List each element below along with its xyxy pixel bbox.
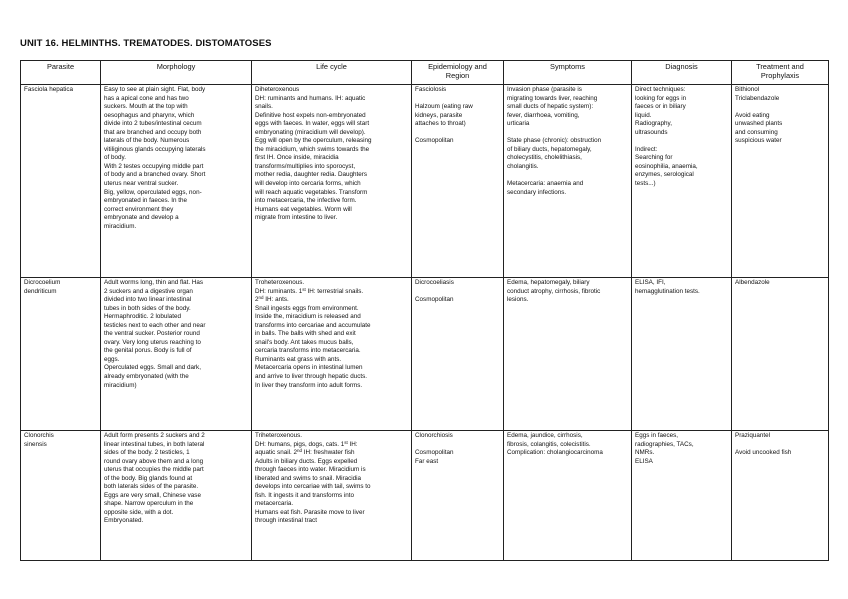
text-line: aquatic snail. 2nd IH: freshwater fish (255, 448, 355, 457)
text-line: Cosmopolitan (415, 296, 454, 304)
text-line: of biliary ducts, hepatomegaly, (507, 145, 592, 153)
document-title: UNIT 16. HELMINTHS. TREMATODES. DISTOMATOSES (20, 38, 272, 49)
text-line (415, 288, 501, 297)
text-line: eggs with faeces. In water, eggs will start (255, 120, 370, 128)
text-line: 2 suckers and a digestive organ (104, 287, 193, 295)
text-line: Inside the, miracidium is released and (255, 313, 361, 321)
text-line: opposite side, with a dot. (104, 508, 174, 516)
text-line: Adults in biliary ducts. Eggs expelled (255, 457, 358, 465)
cell-parasite (21, 278, 101, 431)
cell-parasite: Fasciola hepatica (21, 85, 101, 278)
text-line: suckers. Mouth at the top with (104, 103, 188, 111)
cell-morphology (101, 431, 252, 561)
text-line: Operculated eggs. Small and dark, (104, 364, 201, 372)
text-line: first IH. Once inside, miracidia (255, 154, 339, 162)
text-line: will reach aquatic vegetables. Transform (255, 188, 368, 196)
text-line: Troheteroxenous. (255, 279, 305, 286)
cell-diagnosis (632, 85, 732, 278)
text-line: snails. (255, 103, 273, 111)
text-line: eosinophilia, anaemia, (635, 162, 698, 170)
text-line: Halzoum (eating raw (415, 103, 473, 111)
text-line: NMRs. (635, 449, 655, 457)
text-line: With 2 testes occupying middle part (104, 162, 204, 170)
text-line: Eggs in faeces, (635, 432, 679, 439)
cell-life-cycle (252, 431, 412, 561)
text-line: conduct atrophy, cirrhosis, fibrotic (507, 287, 601, 295)
text-line: miracidium) (104, 381, 137, 389)
text-line: Egg will open by the operculum, releasing (255, 137, 372, 145)
text-line: liberated and swims to snail. Miracidia (255, 474, 362, 482)
text-line: ultrasounds (635, 128, 668, 136)
text-line: embryonated in faeces. In the (104, 197, 187, 205)
text-line: In liver they transform into adult forms. (255, 381, 363, 389)
text-line: divided into two linear intestinal (104, 296, 192, 304)
text-line: radiographies, TACs, (635, 440, 694, 448)
text-line: oesophagus and pharynx, which (104, 111, 195, 119)
text-line: testicles next to each other and near (104, 321, 206, 329)
text-line: metacercaria. (255, 500, 294, 508)
text-line: Searching for (635, 154, 673, 162)
text-line: through intestinal tract (255, 517, 317, 525)
text-line: faeces or in biliary (635, 103, 686, 111)
text-line: both laterals sides of the parasite. (104, 483, 199, 491)
text-line: Edema, jaundice, cirrhosis, (507, 432, 583, 439)
text-line: secondary infections. (507, 188, 567, 196)
cell-symptoms (504, 85, 632, 278)
text-line: tubes in both sides of the body. (104, 304, 191, 312)
text-line: Humans eat fish. Parasite move to liver (255, 508, 365, 516)
header-life-cycle: Life cycle (252, 61, 412, 85)
text-line: Dicrocoeliasis (415, 279, 454, 286)
text-line: Dicrocoelium (24, 279, 61, 286)
text-line: has a apical cone and has two (104, 94, 189, 102)
text-line: transforms/multiplies into sporocyst, (255, 162, 356, 170)
text-line: Clonorchis (24, 432, 54, 439)
text-line: Direct techniques: (635, 86, 686, 93)
text-line (415, 95, 501, 104)
cell-morphology (101, 278, 252, 431)
text-line: Triclabendazole (735, 94, 780, 102)
text-line: Big, yellow, operculated eggs, non- (104, 188, 202, 196)
text-line: unwashed plants (735, 120, 783, 128)
text-line: Definitive host expels non-embryonated (255, 111, 366, 119)
text-line: Avoid uncooked fish (735, 449, 792, 457)
text-line: looking for eggs in (635, 94, 687, 102)
text-line: uterus that occupies the middle part (104, 466, 204, 474)
text-line: Cosmopolitan (415, 449, 454, 457)
text-line: lesions. (507, 296, 529, 304)
text-line: sides of the body. 2 testicles, 1 (104, 449, 190, 457)
table-row-fasciola (21, 85, 829, 278)
text-line: Avoid eating (735, 111, 770, 119)
text-line: sinensis (24, 440, 47, 448)
text-line (507, 129, 629, 138)
text-line: Clonorchiosis (415, 432, 453, 439)
text-line (735, 103, 826, 112)
text-line: snail's body. Ant takes mucus balls, (255, 338, 354, 346)
text-line: Bithionol (735, 86, 760, 93)
text-line: Invasion phase (parasite is (507, 86, 582, 93)
text-line: fibrosis, colangitis, colecistitis. (507, 440, 591, 448)
text-line: ovary. Very long uterus reaching to (104, 338, 201, 346)
text-line: Metacercaria opens in intestinal lumen (255, 364, 363, 372)
text-line: DH: humans, pigs, dogs, cats. 1st IH: (255, 439, 358, 448)
cell-epidemiology (412, 85, 504, 278)
text-line (507, 171, 629, 180)
text-line: Ruminants eat grass with ants. (255, 355, 342, 363)
text-line: Complication: cholangiocarcinoma (507, 449, 603, 457)
text-line: Easy to see at plain sight. Flat, body (104, 86, 206, 93)
text-line: State phase (chronic): obstruction (507, 137, 602, 145)
text-line: cholangitis. (507, 162, 539, 170)
text-line: DH: ruminants. 1st IH: terrestrial snails. (255, 286, 364, 295)
text-line: hemagglutination tests. (635, 287, 700, 295)
text-line: suspicious water (735, 137, 782, 145)
text-line: of body. (104, 154, 126, 162)
text-line: 2nd IH: ants. (255, 295, 289, 304)
text-line: the genital porus. Body is full of (104, 347, 192, 355)
text-line: migrating towards liver, reaching (507, 94, 598, 102)
text-line (415, 129, 501, 138)
text-line: correct environment they (104, 205, 174, 213)
text-line: through faeces into water. Miracidium is (255, 466, 366, 474)
text-line: that are branched and occupy both (104, 128, 202, 136)
text-line: transforms into cercariae and accumulate (255, 321, 371, 329)
cell-treatment (732, 278, 829, 431)
text-line: Adult worms long, thin and flat. Has (104, 279, 204, 286)
cell-morphology (101, 85, 252, 278)
text-line (635, 137, 729, 146)
cell-epidemiology (412, 431, 504, 561)
text-line: in balls. The balls with shed and exit (255, 330, 356, 338)
text-line: Snail ingests eggs from environment. (255, 304, 359, 312)
text-line: the miracidium, which swims towards the (255, 145, 370, 153)
text-line: Albendazole (735, 279, 770, 286)
text-line: Far east (415, 457, 439, 465)
header-diagnosis: Diagnosis (632, 61, 732, 85)
text-line: laterals of the body. Numerous (104, 137, 190, 145)
text-line: of body and a branched ovary. Short (104, 171, 206, 179)
helminths-table (20, 60, 829, 561)
text-line: Praziquantel (735, 432, 771, 439)
text-line: embryonating (miracidium will develop). (255, 128, 366, 136)
text-line: of the body. Big glands found at (104, 474, 193, 482)
text-line: Eggs are very small, Chinese vase (104, 491, 201, 499)
text-line: Embryonated. (104, 517, 144, 525)
text-line: Cosmopolitan (415, 137, 454, 145)
text-line: round ovary above them and a long (104, 457, 204, 465)
text-line: divide into 2 tubes/intestinal cecum (104, 120, 202, 128)
text-line: cholecystitis, cholelithiasis, (507, 154, 582, 162)
header-epidemiology: Epidemiology and Region (412, 61, 504, 85)
text-line: DH: ruminants and humans. IH: aquatic (255, 94, 366, 102)
text-line: the ventral sucker. Posterior round (104, 330, 200, 338)
text-line: linear intestinal tubes, in both lateral (104, 440, 205, 448)
cell-parasite (21, 431, 101, 561)
table-row-clonorchis (21, 431, 829, 561)
text-line: shape. Narrow operculum in the (104, 500, 194, 508)
cell-treatment (732, 431, 829, 561)
text-line: eggs. (104, 355, 120, 363)
text-line: Radiography, (635, 120, 672, 128)
text-line: will develop into cercaria forms, which (255, 180, 361, 188)
text-line: vitiliginous glands occupying laterals (104, 145, 206, 153)
text-line (415, 441, 501, 450)
text-line: into metacercaria, the infective form. (255, 197, 357, 205)
cell-diagnosis (632, 278, 732, 431)
text-line: already embryonated (with the (104, 373, 189, 381)
text-line: embryonate and develop a (104, 214, 179, 222)
text-line: Triheteroxenous. (255, 432, 303, 439)
cell-diagnosis (632, 431, 732, 561)
text-line: ELISA, IFI, (635, 279, 666, 286)
cell-life-cycle (252, 85, 412, 278)
text-line: ELISA (635, 457, 653, 465)
text-line: small ducts of hepatic system): (507, 103, 594, 111)
cell-life-cycle (252, 278, 412, 431)
text-line: attaches to throat) (415, 120, 466, 128)
header-treatment: Treatment and Prophylaxis (732, 61, 829, 85)
header-parasite: Parasite (21, 61, 101, 85)
text-line: urticaria (507, 120, 530, 128)
text-line: liquid. (635, 111, 652, 119)
text-line: Indirect: (635, 145, 658, 153)
cell-epidemiology (412, 278, 504, 431)
text-line: Hermaphroditic. 2 lobulated (104, 313, 182, 321)
text-line: Metacercaria: anaemia and (507, 180, 584, 188)
table-row-dicrocoelium (21, 278, 829, 431)
text-line: migrate from intestine to liver. (255, 214, 338, 222)
text-line: cercaria transforms into metacercaria. (255, 347, 361, 355)
cell-symptoms (504, 278, 632, 431)
cell-treatment (732, 85, 829, 278)
text-line: Fasciolosis (415, 86, 447, 93)
header-symptoms: Symptoms (504, 61, 632, 85)
text-line: fever, diarrhoea, vomiting, (507, 111, 580, 119)
text-line: enzymes, serological (635, 171, 694, 179)
cell-symptoms (504, 431, 632, 561)
text-line: tests...) (635, 180, 656, 188)
text-line: fish. It ingests it and transforms into (255, 491, 355, 499)
text-line: and arrive to liver through hepatic ducts. (255, 373, 368, 381)
text-line: mother redia, daughter redia. Daughters (255, 171, 368, 179)
text-line: Diheteroxenous (255, 86, 300, 93)
text-line: Edema, hepatomegaly, biliary (507, 279, 590, 286)
text-line: and consuming (735, 128, 778, 136)
text-line: kidneys, parasite (415, 111, 463, 119)
text-line: uterus near ventral sucker. (104, 180, 179, 188)
table-header-row (21, 61, 829, 85)
text-line: Adult form presents 2 suckers and 2 (104, 432, 205, 439)
text-line: dendriticum (24, 287, 57, 295)
text-line: miracidium. (104, 222, 137, 230)
text-line: develops into cercariae with tail, swims to (255, 483, 371, 491)
header-morphology: Morphology (101, 61, 252, 85)
text-line (735, 441, 826, 450)
text-line: Humans eat vegetables. Worm will (255, 205, 352, 213)
